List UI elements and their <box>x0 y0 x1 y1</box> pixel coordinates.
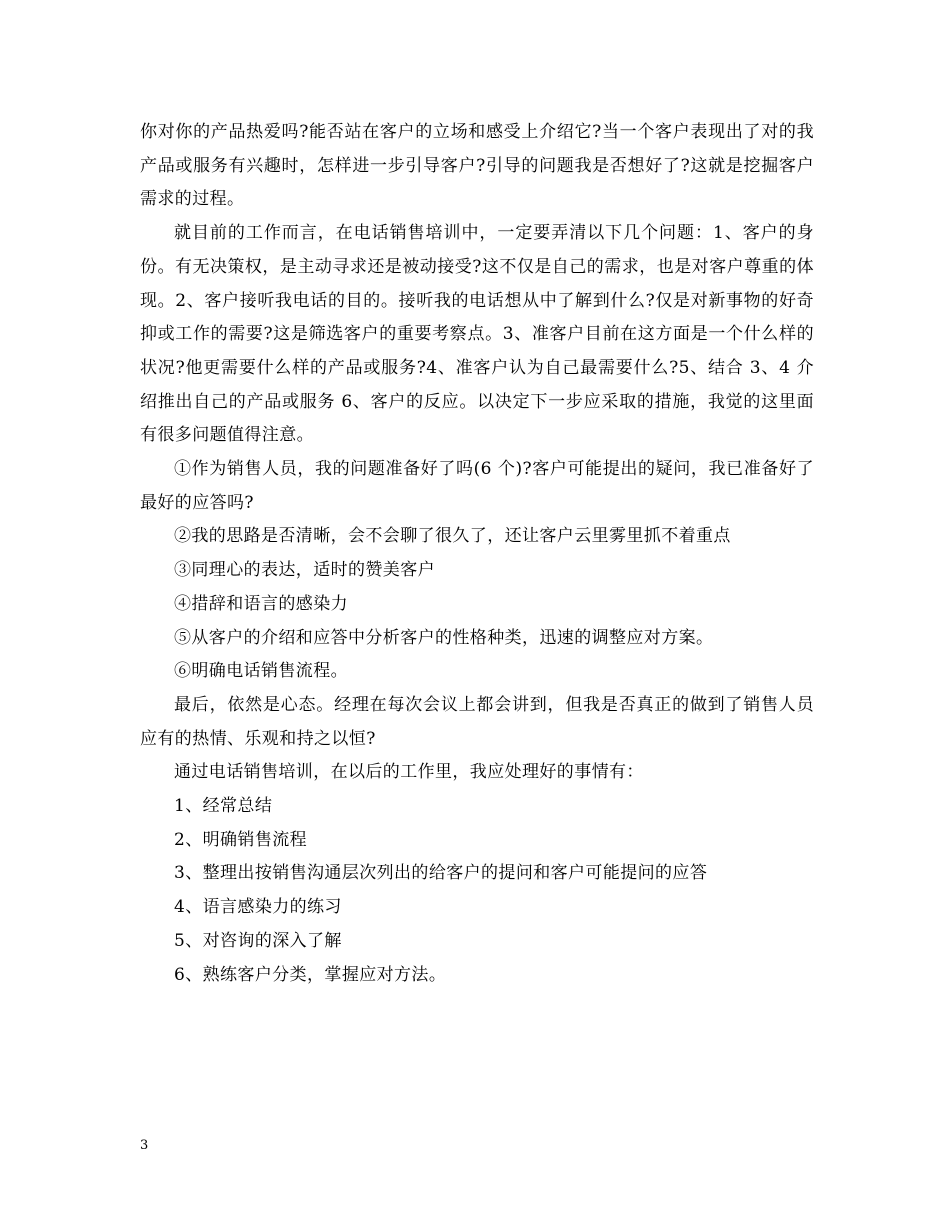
list-item: ④措辞和语言的感染力 <box>174 593 348 614</box>
list-item: 4、语言感染力的练习 <box>174 897 342 918</box>
list-item: 5、对咨询的深入了解 <box>174 930 342 951</box>
list-item: 6、熟练客户分类，掌握应对方法。 <box>174 964 447 985</box>
paragraph: 通过电话销售培训，在以后的工作里，我应处理好的事情有： <box>174 762 644 783</box>
list-item: ①作为销售人员，我的问题准备好了吗(6 个)?客户可能提出的疑问，我已准备好了最好的应答吗? <box>140 459 814 513</box>
list-item: ⑤从客户的介绍和应答中分析客户的性格种类，迅速的调整应对方案。 <box>174 627 714 648</box>
list-item: 2、明确销售流程 <box>174 829 308 850</box>
paragraph: 你对你的产品热爱吗?能否站在客户的立场和感受上介绍它?当一个客户表现出了对的我产品或服务有兴趣时，怎样进一步引导客户?引导的问题我是否想好了?这就是挖掘客户需求的过程。 <box>140 122 814 210</box>
document-body <box>140 116 814 992</box>
page-number: 3 <box>140 1138 149 1153</box>
list-item: 3、整理出按销售沟通层次列出的给客户的提问和客户可能提问的应答 <box>174 863 708 884</box>
list-item: ⑥明确电话销售流程。 <box>174 661 348 682</box>
list-item: 1、经常总结 <box>174 796 273 817</box>
list-item: ③同理心的表达，适时的赞美客户 <box>174 560 435 581</box>
paragraph: 最后，依然是心态。经理在每次会议上都会讲到，但我是否真正的做到了销售人员应有的热情、乐观和持之以恒? <box>140 694 814 749</box>
list-item: ②我的思路是否清晰，会不会聊了很久了，还让客户云里雾里抓不着重点 <box>174 526 731 547</box>
paragraph: 就目前的工作而言，在电话销售培训中，一定要弄清以下几个问题：1、客户的身份。有无决策权，是主动寻求还是被动接受?这不仅是自己的需求，也是对客户尊重的体现。2、客户接听我电话的目的。接听我的电话想从中了解到什么?仅是对新事物的好奇抑或工作的需要?这是筛选客户的重要考察点。3、准客户目前在这方面是一个什么样的状况?他更需要什么样的产品或服务?4、准客户认为自己最需要什么?5、结合 3、4 介绍推出自己的产品或服务 6、客户的反应。以决定下一步应采取的措施，我觉的这里面有很多问题值得注意。 <box>140 223 814 446</box>
